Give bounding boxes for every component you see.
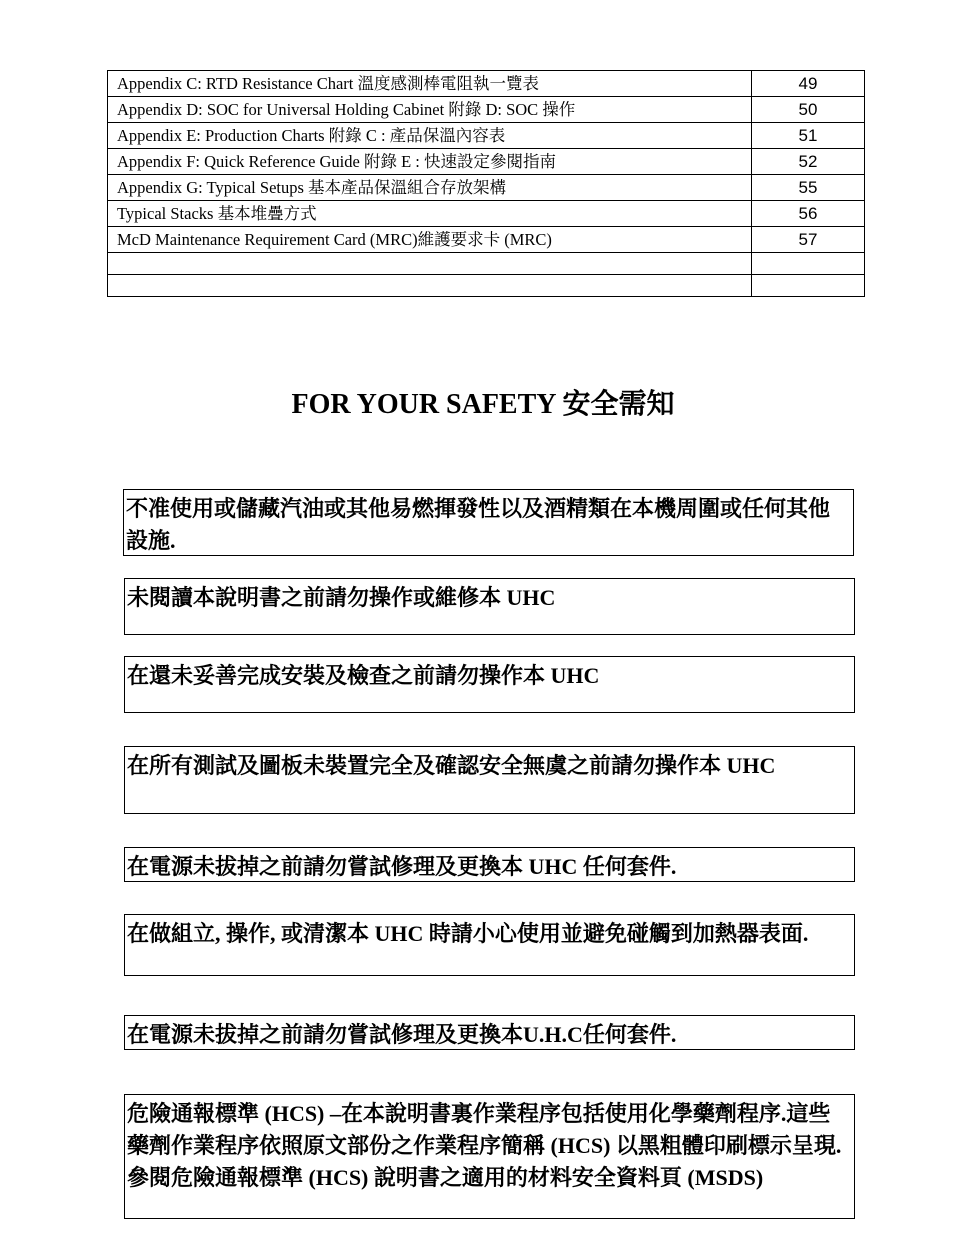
table-row: [108, 275, 865, 297]
safety-warning-box: 未閱讀本說明書之前請勿操作或維修本 UHC: [124, 578, 855, 635]
toc-title: Appendix E: Production Charts 附錄 C : 產品保溫內容表: [108, 123, 752, 149]
toc-title: Typical Stacks 基本堆疊方式: [108, 201, 752, 227]
safety-warning-box: 在所有測試及圖板未裝置完全及確認安全無虞之前請勿操作本 UHC: [124, 746, 855, 814]
toc-page: [752, 275, 865, 297]
toc-title: Appendix G: Typical Setups 基本產品保溫組合存放架構: [108, 175, 752, 201]
table-row: [108, 227, 865, 253]
table-row: [108, 149, 865, 175]
table-row: [108, 253, 865, 275]
toc-page: 55: [752, 175, 865, 201]
safety-warning-box: 危險通報標準 (HCS) –在本說明書裏作業程序包括使用化學藥劑程序.這些藥劑作業程序依照原文部份之作業程序簡稱 (HCS) 以黑粗體印刷標示呈現. 參閱危險通報標準 (HCS) 說明書之適用的材料安全資料頁 (MSDS): [124, 1094, 855, 1219]
safety-warning-box: 不准使用或儲藏汽油或其他易燃揮發性以及酒精類在本機周圍或任何其他設施.: [123, 489, 854, 556]
toc-title: Appendix D: SOC for Universal Holding Cabinet 附錄 D: SOC 操作: [108, 97, 752, 123]
toc-title: McD Maintenance Requirement Card (MRC)維護要求卡 (MRC): [108, 227, 752, 253]
toc-page: 56: [752, 201, 865, 227]
toc-page: [752, 253, 865, 275]
table-row: [108, 123, 865, 149]
toc-title: [108, 275, 752, 297]
table-row: [108, 175, 865, 201]
toc-table: [107, 70, 865, 297]
safety-heading: FOR YOUR SAFETY 安全需知: [291, 389, 675, 420]
toc-title: Appendix C: RTD Resistance Chart 溫度感測棒電阻執一覽表: [108, 71, 752, 97]
safety-warning-box: 在做組立, 操作, 或清潔本 UHC 時請小心使用並避免碰觸到加熱器表面.: [124, 914, 855, 976]
table-row: [108, 71, 865, 97]
toc-page: 50: [752, 97, 865, 123]
toc-page: 52: [752, 149, 865, 175]
table-row: [108, 97, 865, 123]
toc-page: 51: [752, 123, 865, 149]
table-row: [108, 201, 865, 227]
toc-title: Appendix F: Quick Reference Guide 附錄 E : 快速設定參閱指南: [108, 149, 752, 175]
safety-warning-box: 在電源未拔掉之前請勿嘗試修理及更換本 UHC 任何套件.: [124, 847, 855, 882]
toc-page: 57: [752, 227, 865, 253]
toc-title: [108, 253, 752, 275]
safety-warning-box: 在還未妥善完成安裝及檢查之前請勿操作本 UHC: [124, 656, 855, 713]
safety-warning-box: 在電源未拔掉之前請勿嘗試修理及更換本U.H.C任何套件.: [124, 1015, 855, 1050]
toc-page: 49: [752, 71, 865, 97]
